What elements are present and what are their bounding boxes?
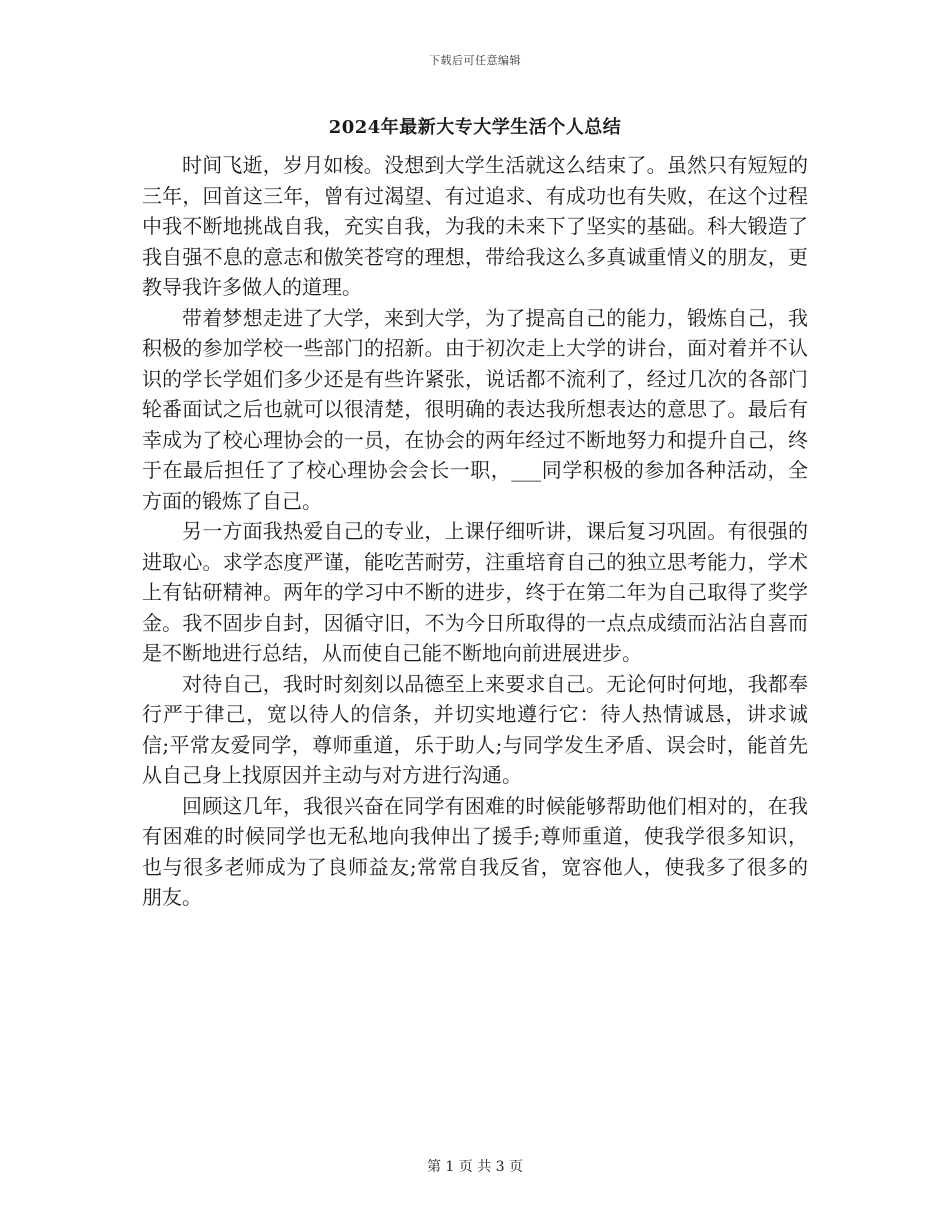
document-title: 2024年最新大专大学生活个人总结 <box>328 117 622 138</box>
page-indicator: 第 1 页 共 3 页 <box>426 1159 524 1175</box>
document-body <box>142 150 808 913</box>
paragraph-2: 带着梦想走进了大学，来到大学，为了提高自己的能力，锻炼自己，我积极的参加学校一些部门的招新。由于初次走上大学的讲台，面对着并不认识的学长学姐们多少还是有些许紧张，说话都不流利了，经过几次的各部门轮番面试之后也就可以很清楚，很明确的表达我所想表达的意思了。最后有幸成为了校心理协会的一员，在协会的两年经过不断地努力和提升自己，终于在最后担任了了校心理协会会长一职，___同学积极的参加各种活动，全方面的锻炼了自己。 <box>142 305 808 513</box>
header-note: 下载后可任意编辑 <box>429 54 521 67</box>
paragraph-3: 另一方面我热爱自己的专业，上课仔细听讲，课后复习巩固。有很强的进取心。求学态度严谨，能吃苦耐劳，注重培育自己的独立思考能力，学术上有钻研精神。两年的学习中不断的进步，终于在第二年为自己取得了奖学金。我不固步自封，因循守旧，不为今日所取得的一点点成绩而沾沾自喜而是不断地进行总结，从而使自己能不断地向前进展进步。 <box>142 519 808 665</box>
paragraph-5: 回顾这几年，我很兴奋在同学有困难的时候能够帮助他们相对的，在我有困难的时候同学也无私地向我伸出了援手;尊师重道，使我学很多知识，也与很多老师成为了良师益友;常常自我反省，宽容他人，使我多了很多的朋友。 <box>142 793 808 909</box>
paragraph-4: 对待自己，我时时刻刻以品德至上来要求自己。无论何时何地，我都奉行严于律己，宽以待人的信条，并切实地遵行它：待人热情诚恳，讲求诚信;平常友爱同学，尊师重道，乐于助人;与同学发生矛盾、误会时，能首先从自己身上找原因并主动与对方进行沟通。 <box>142 671 808 787</box>
paragraph-1: 时间飞逝，岁月如梭。没想到大学生活就这么结束了。虽然只有短短的三年，回首这三年，曾有过渴望、有过追求、有成功也有失败，在这个过程中我不断地挑战自我，充实自我，为我的未来下了坚实的基础。科大锻造了我自强不息的意志和傲笑苍穹的理想，带给我这么多真诚重情义的朋友，更教导我许多做人的道理。 <box>142 153 808 299</box>
